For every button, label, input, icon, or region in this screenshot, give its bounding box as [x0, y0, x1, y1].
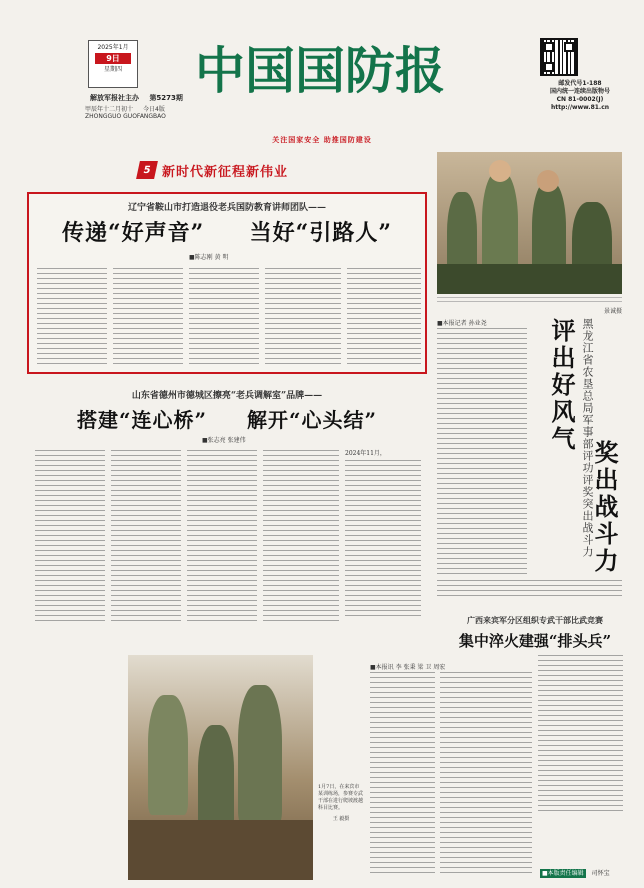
- article-2-kicker: 山东省德州市德城区擦亮“老兵调解室”品牌——: [131, 391, 323, 401]
- article-3-caption: 1月7日，在来宾市某训练场，参赛专武干部在进行爬坡渡越科目比赛。: [318, 784, 364, 811]
- date-box: [88, 40, 138, 88]
- article-3-headline: 集中淬火建强“排头兵”: [458, 632, 612, 650]
- feature-body: [437, 580, 622, 600]
- article-3-byline: ■本报讯 李 张秉 梁 卫 周宏: [370, 664, 446, 671]
- article-2: [27, 388, 427, 628]
- page-count: 今日4版: [143, 106, 165, 113]
- article-2-body: [35, 450, 105, 622]
- article-1-body: [265, 268, 341, 368]
- article-3-photo-caption: [318, 784, 364, 822]
- issuer: 解放军报社主办: [90, 94, 139, 102]
- masthead: [0, 0, 644, 144]
- article-1-byline: ■陈志刚 黄 明: [189, 254, 229, 261]
- feature-vertical-sub: 黑龙江省农垦总局军事部评功评奖突出战斗力: [581, 318, 594, 558]
- footer-editor: [540, 868, 630, 877]
- footer-editor-name: 司怀宝: [591, 870, 610, 877]
- lunar-date: 甲辰年十二月初十: [85, 106, 134, 113]
- cn-label: 国内统一连续出版物号: [549, 88, 610, 95]
- website: http://www.81.cn: [550, 104, 610, 111]
- article-1-body: [37, 268, 107, 368]
- article-1-body: [113, 268, 183, 368]
- qr-code: [540, 38, 578, 76]
- feature-byline: ■本报记者 孙业尧: [437, 320, 487, 327]
- article-3-credit: 王 毅摄: [332, 816, 350, 822]
- article-2-headline-left: 搭建“连心桥”: [77, 408, 208, 432]
- issue-no: 第5273期: [149, 94, 183, 102]
- article-1-body: [347, 268, 421, 368]
- title-char: 报: [395, 41, 445, 100]
- masthead-pinyin: ZHONGGUO GUOFANGBAO: [85, 113, 166, 120]
- masthead-meta: [85, 104, 555, 113]
- section-logo-icon: 5: [136, 161, 158, 179]
- article-2-byline: ■张志亮 张建伟: [202, 437, 246, 444]
- photo-credit: 景诚摄: [603, 308, 622, 315]
- feature-body: [437, 328, 527, 578]
- title-char: 中: [195, 41, 245, 100]
- postal-code: 邮发代号1-188: [558, 80, 602, 87]
- article-3-body: [538, 655, 623, 815]
- article-1-box: [27, 192, 427, 374]
- title-char: 国: [295, 41, 345, 100]
- date-weekday: 星期四: [103, 66, 122, 73]
- right-photo-caption: [437, 297, 622, 315]
- section-title: 新时代新征程新伟业: [162, 164, 289, 180]
- slogan: 关注国家安全 助推国防建设: [272, 136, 372, 144]
- title-char: 国: [245, 41, 295, 100]
- article-2-body: [111, 450, 181, 622]
- feature-headline-1: 评出好风气: [547, 318, 576, 453]
- slogan-bar: [0, 127, 644, 144]
- date-year: 2025年1月: [97, 44, 129, 51]
- feature-headline-2: 奖出战斗力: [590, 440, 619, 575]
- article-1-kicker: 辽宁省鞍山市打造退役老兵国防教育讲师团队——: [127, 203, 326, 213]
- article-2-headline-right: 解开“心头结”: [246, 408, 377, 432]
- article-2-body: [263, 450, 339, 622]
- article-3-kicker: 广西来宾军分区组织专武干部比武竞赛: [467, 615, 603, 625]
- article-3-body: [370, 672, 435, 877]
- article-3-body: [440, 672, 532, 877]
- title-char: 防: [345, 41, 395, 100]
- article-1-body: [189, 268, 259, 368]
- article-1-headline-right: 当好“引路人”: [249, 220, 392, 246]
- article-1-headline: [29, 216, 425, 247]
- article-2-snippet-text: 2024年11月，: [345, 450, 386, 457]
- article-2-body: [187, 450, 257, 622]
- right-photo: [437, 152, 622, 294]
- footer-editor-label: ■本版责任编辑: [542, 870, 584, 877]
- cn-code: CN 81-0002(J): [556, 96, 604, 103]
- article-2-snippet: [345, 450, 421, 622]
- article-3-photo: [128, 655, 313, 880]
- section-banner: [138, 158, 318, 182]
- masthead-title: [195, 28, 445, 106]
- publication-info: [530, 80, 630, 112]
- date-day: 9日: [95, 53, 131, 64]
- article-1-headline-left: 传递“好声音”: [62, 220, 205, 246]
- article-2-headline: [27, 404, 427, 433]
